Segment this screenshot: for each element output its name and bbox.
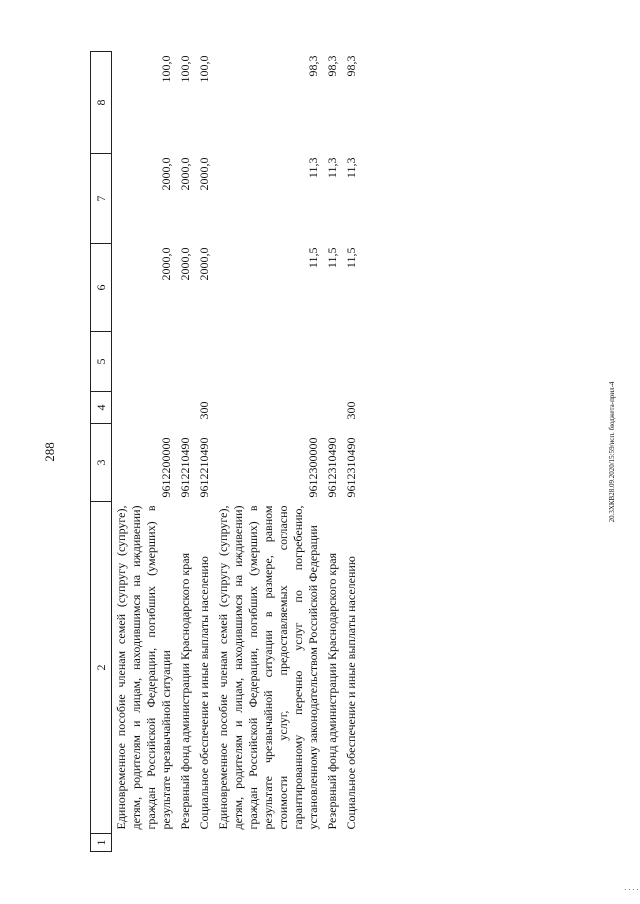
row-name: Резервный фонд администрации Краснодарского края	[325, 552, 339, 830]
row-col7: 2000,0	[197, 157, 211, 191]
header-cell: 4	[91, 392, 112, 424]
header-cell: 5	[91, 332, 112, 392]
row-spacer	[214, 834, 323, 852]
row-name: Социальное обеспечение и иные выплаты населению	[197, 556, 211, 830]
edge-marks: · · · ·	[624, 886, 639, 894]
row-col7: 2000,0	[178, 157, 192, 191]
header-cell: 7	[91, 154, 112, 244]
row-col8: 98,3	[344, 55, 358, 77]
row-col8: 98,3	[306, 55, 320, 77]
row-col6: 2000,0	[178, 247, 192, 281]
row-name: Социальное обеспечение и иные выплаты населению	[344, 556, 358, 830]
row-type	[323, 392, 342, 424]
row-col5	[214, 332, 323, 392]
header-cell: 2	[91, 502, 112, 834]
row-spacer	[112, 834, 177, 852]
row-code: 9612210490	[178, 437, 192, 498]
row-code: 9612310490	[344, 437, 358, 498]
row-code: 9612300000	[306, 437, 320, 498]
row-col5	[342, 332, 361, 392]
row-code: 9612200000	[159, 437, 173, 498]
header-cell: 8	[91, 52, 112, 154]
row-code: 9612210490	[197, 437, 211, 498]
row-col6: 11,5	[306, 247, 320, 269]
row-spacer	[323, 834, 342, 852]
budget-table-area	[90, 52, 610, 852]
row-type	[176, 392, 195, 424]
row-col6: 2000,0	[197, 247, 211, 281]
row-spacer	[176, 834, 195, 852]
row-name: Единовременное пособие членам семей (супругу (супруге), детям, родителям и лицам, находившимся на иждивении) граждан Российской Федерации, погибших (умерших) в результате чрезвычайной ситуации	[114, 505, 173, 830]
row-type	[214, 392, 323, 424]
row-col7: 2000,0	[159, 157, 173, 191]
row-col7: 11,3	[306, 157, 320, 179]
footer-stamp: 20.3ХКВ28.09.2020/15:59/исп. бюджета-прил-4	[608, 381, 616, 523]
row-col5	[195, 332, 214, 392]
row-col8: 98,3	[325, 55, 339, 77]
table-row	[176, 52, 195, 852]
page-number: 288	[42, 442, 57, 462]
row-code: 9612310490	[325, 437, 339, 498]
table-row	[195, 52, 214, 852]
row-type	[112, 392, 177, 424]
header-cell: 3	[91, 424, 112, 502]
row-col7: 11,3	[325, 157, 339, 179]
row-col8: 100,0	[159, 55, 173, 83]
header-cell: 1	[91, 834, 112, 852]
table-row	[342, 52, 361, 852]
table-header-row	[91, 52, 112, 852]
row-col8: 100,0	[178, 55, 192, 83]
row-type: 300	[197, 401, 211, 420]
row-col6: 2000,0	[159, 247, 173, 281]
row-col8: 100,0	[197, 55, 211, 83]
row-col5	[112, 332, 177, 392]
table-row	[214, 52, 323, 852]
row-name: Единовременное пособие членам семей (супругу (супруге), детям, родителям и лицам, находившимся на иждивении) граждан Российской Федерации, погибших (умерших) в результате чрезвычайной ситуации в размере, равном стоимости услуг, предоставляемых согласно гарантированному перечню услуг по погребению, установленному законодательством Российской Федерации	[216, 505, 320, 830]
row-col7: 11,3	[344, 157, 358, 179]
rotated-table-frame	[90, 52, 610, 852]
row-col6: 11,5	[325, 247, 339, 269]
row-col6: 11,5	[344, 247, 358, 269]
budget-table	[90, 51, 361, 852]
row-spacer	[342, 834, 361, 852]
row-col5	[323, 332, 342, 392]
row-type: 300	[344, 401, 358, 420]
table-row	[323, 52, 342, 852]
header-cell: 6	[91, 244, 112, 332]
table-row	[112, 52, 177, 852]
row-name: Резервный фонд администрации Краснодарского края	[178, 552, 192, 830]
row-col5	[176, 332, 195, 392]
row-spacer	[195, 834, 214, 852]
